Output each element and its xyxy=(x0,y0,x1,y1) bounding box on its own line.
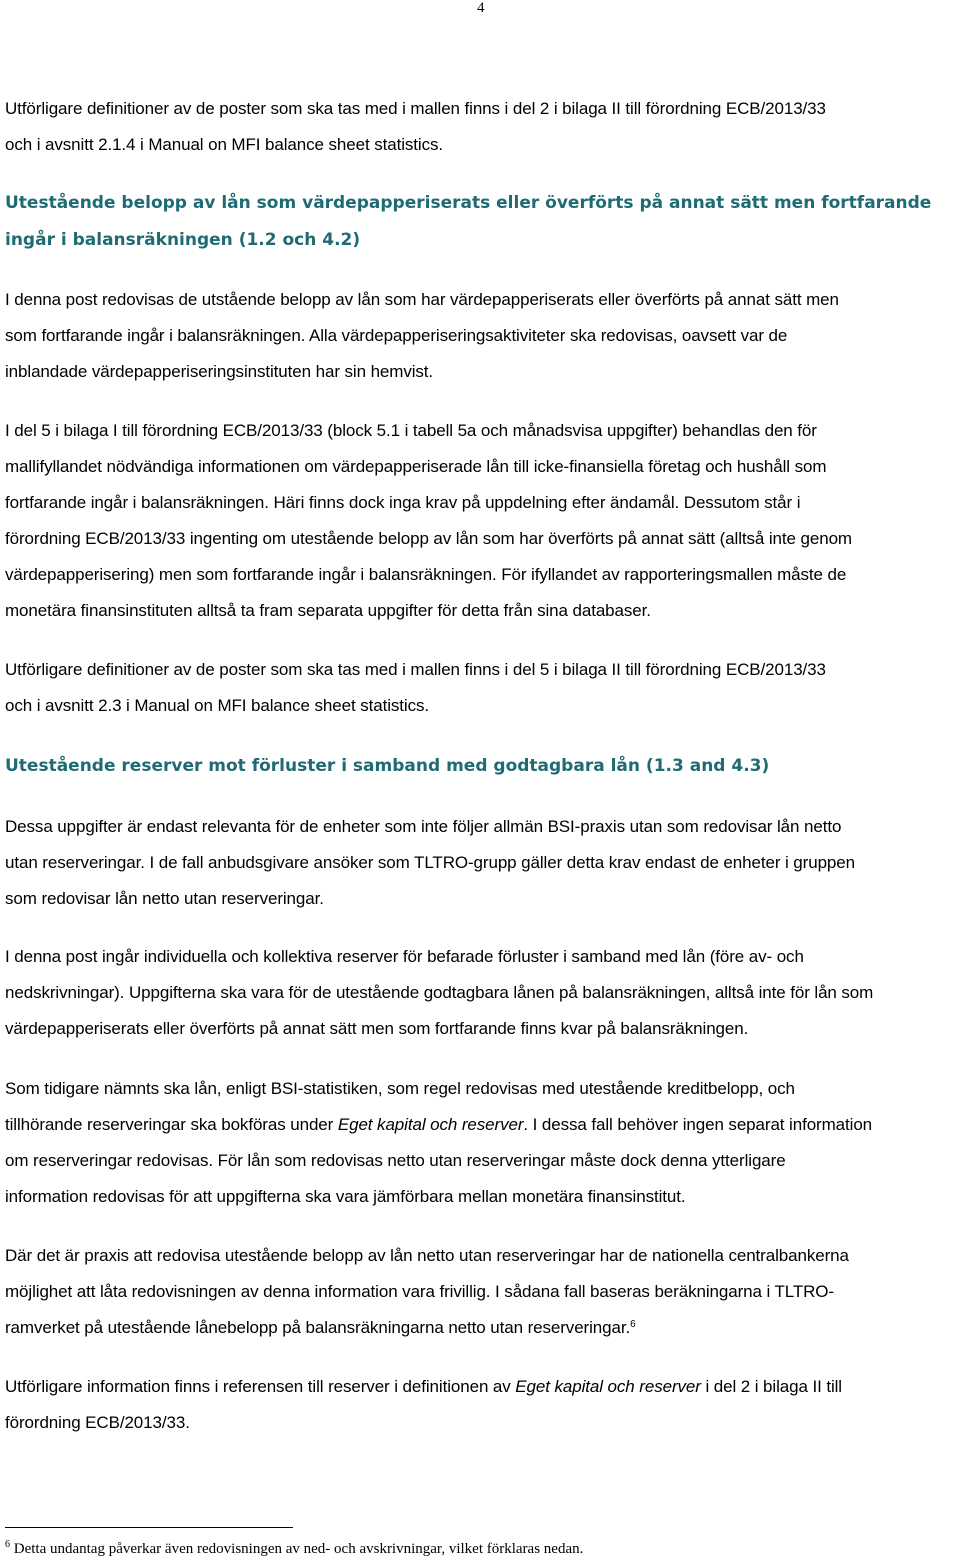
text-line xyxy=(5,1310,960,1346)
text-line: Där det är praxis att redovisa utestående belopp av lån netto utan reserveringar har de nationella centralbankerna xyxy=(5,1246,849,1265)
heading-line: ingår i balansräkningen (1.2 och 4.2) xyxy=(5,230,361,250)
footnote-divider xyxy=(5,1527,293,1528)
text-line: inblandade värdepapperiseringsinstituten har sin hemvist. xyxy=(5,362,434,381)
text-line: värdepapperiserats eller överförts på annat sätt men som fortfarande finns kvar på balansräkningen. xyxy=(5,1019,749,1038)
text-segment: ramverket på utestående lånebelopp på balansräkningarna netto utan reserveringar. xyxy=(5,1318,631,1337)
paragraph-reserves-relevance xyxy=(5,809,960,917)
text-line: I del 5 i bilaga I till förordning ECB/2013/33 (block 5.1 i tabell 5a och månadsvisa uppgifter) behandlas den för xyxy=(5,421,817,440)
paragraph-bsi-reporting xyxy=(5,1071,960,1215)
paragraph-further-information xyxy=(5,1369,960,1441)
text-line: som redovisar lån netto utan reserveringar. xyxy=(5,889,324,908)
text-line: Utförligare definitioner av de poster som ska tas med i mallen finns i del 5 i bilaga II till förordning ECB/2013/33 xyxy=(5,660,826,679)
italic-term: Eget kapital och reserver xyxy=(515,1377,701,1396)
text-line: I denna post redovisas de utstående belopp av lån som har värdepapperiserats eller överförts på annat sätt men xyxy=(5,290,839,309)
page-number: 4 xyxy=(477,0,485,16)
text-segment: tillhörande reserveringar ska bokföras under xyxy=(5,1115,338,1134)
text-line: förordning ECB/2013/33 ingenting om utestående belopp av lån som har överförts på annat sätt (alltså inte genom xyxy=(5,529,852,548)
text-line: I denna post ingår individuella och kollektiva reserver för befarade förluster i samband med lån (före av- och xyxy=(5,947,804,966)
paragraph-regulation-part5 xyxy=(5,413,960,629)
paragraph-definitions-1 xyxy=(5,91,960,163)
text-line: möjlighet att låta redovisningen av denna information vara frivillig. I sådana fall baseras beräkningarna i TLTRO- xyxy=(5,1282,834,1301)
italic-term: Eget kapital och reserver xyxy=(337,1115,524,1134)
text-line: Utförligare definitioner av de poster som ska tas med i mallen finns i del 2 i bilaga II till förordning ECB/2013/33 xyxy=(5,99,826,118)
footnote-reference[interactable]: 6 xyxy=(630,1319,636,1330)
text-line: utan reserveringar. I de fall anbudsgivare ansöker som TLTRO-grupp gäller detta krav endast de enheter i gruppen xyxy=(5,853,855,872)
text-line: monetära finansinstituten alltså ta fram separata uppgifter för detta från sina databaser. xyxy=(5,601,651,620)
text-line: värdepapperisering) men som fortfarande ingår i balansräkningen. För ifyllandet av rapporteringsmallen måste de xyxy=(5,565,847,584)
text-line: mallifyllandet nödvändiga informationen om värdepapperiserade lån till icke-finansiella företag och hushåll som xyxy=(5,457,827,476)
heading-line: Utestående reserver mot förluster i samband med godtagbara lån (1.3 and 4.3) xyxy=(5,756,770,776)
paragraph-reserves-content xyxy=(5,939,960,1047)
footnote-number: 6 xyxy=(5,1539,10,1550)
text-line: som fortfarande ingår i balansräkningen. Alla värdepapperiseringsaktiviteter ska redovisas, oavsett var de xyxy=(5,326,788,345)
text-segment: . I dessa fall behöver ingen separat information xyxy=(523,1115,873,1134)
footnote xyxy=(5,1541,583,1558)
section-heading-securitised-loans xyxy=(5,185,960,259)
footnote-text: Detta undantag påverkar även redovisningen av ned- och avskrivningar, vilket förklaras nedan. xyxy=(10,1541,584,1557)
text-line: och i avsnitt 2.1.4 i Manual on MFI balance sheet statistics. xyxy=(5,135,444,154)
text-line: Som tidigare nämnts ska lån, enligt BSI-statistiken, som regel redovisas med utestående kreditbelopp, och xyxy=(5,1079,795,1098)
text-line: nedskrivningar). Uppgifterna ska vara för de utestående godtagbara lånen på balansräkningen, alltså inte för lån som xyxy=(5,983,874,1002)
text-line xyxy=(5,1107,960,1143)
text-line: fortfarande ingår i balansräkningen. Häri finns dock inga krav på uppdelning efter ändamål. Dessutom står i xyxy=(5,493,801,512)
paragraph-voluntary-reporting xyxy=(5,1238,960,1346)
text-line: och i avsnitt 2.3 i Manual on MFI balance sheet statistics. xyxy=(5,696,430,715)
paragraph-securitised-intro xyxy=(5,282,960,390)
text-line: förordning ECB/2013/33. xyxy=(5,1413,190,1432)
text-segment: Utförligare information finns i referensen till reserver i definitionen av xyxy=(5,1377,516,1396)
section-heading-reserves xyxy=(5,748,960,785)
heading-line: Utestående belopp av lån som värdepapperiserats eller överförts på annat sätt men fortfarande xyxy=(5,193,932,213)
paragraph-definitions-2 xyxy=(5,652,960,724)
text-segment: i del 2 i bilaga II till xyxy=(700,1377,842,1396)
text-line: information redovisas för att uppgifterna ska vara jämförbara mellan monetära finansinstitut. xyxy=(5,1187,686,1206)
text-line: Dessa uppgifter är endast relevanta för de enheter som inte följer allmän BSI-praxis utan som redovisar lån netto xyxy=(5,817,842,836)
text-line: om reserveringar redovisas. För lån som redovisas netto utan reserveringar måste dock denna ytterligare xyxy=(5,1151,786,1170)
text-line xyxy=(5,1369,960,1405)
